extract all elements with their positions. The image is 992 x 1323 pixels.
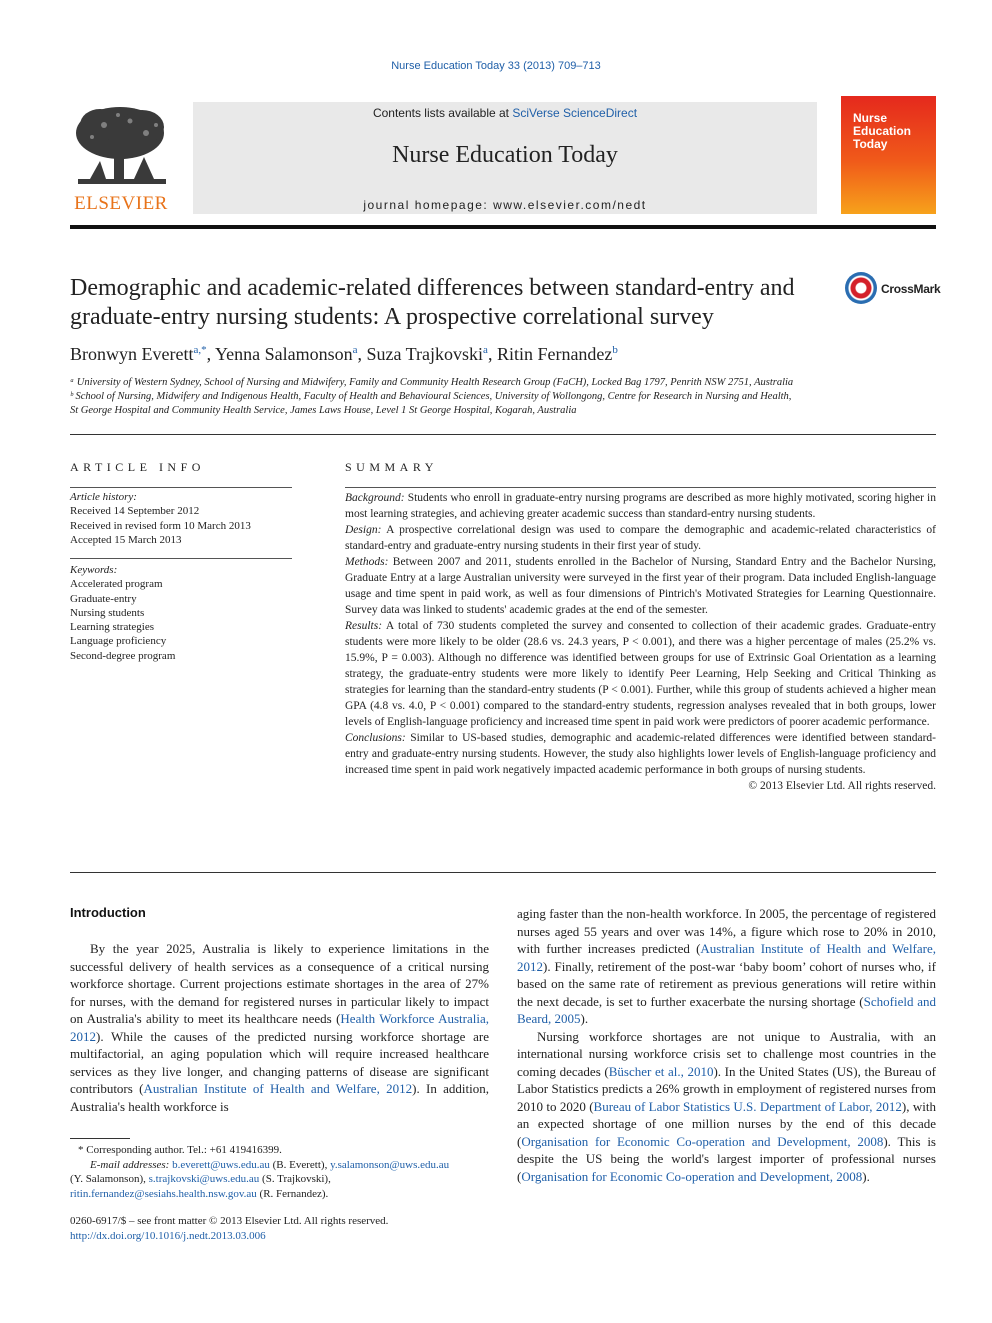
- author[interactable]: Bronwyn Everett: [70, 344, 194, 364]
- history-item: Accepted 15 March 2013: [70, 533, 182, 546]
- journal-banner: [193, 102, 817, 214]
- email-link[interactable]: b.everett@uws.edu.au: [172, 1158, 270, 1171]
- email-link[interactable]: s.trajkovski@uws.edu.au: [148, 1173, 260, 1185]
- journal-homepage[interactable]: journal homepage: www.elsevier.com/nedt: [363, 198, 647, 212]
- footnote-corresponding: * Corresponding author. Tel.: +61 419416399. E-mail addresses: b.everett@uws.edu.au (B. Everett), y.salamonson@uws.edu.au (Y. Salamonson), s.trajkovski@uws.edu.au (S. Trajkovski), ritin.fernandez@sesiahs.health.nsw.gov.au (R. Fernandez).: [70, 1144, 450, 1200]
- keyword: Language proficiency: [70, 635, 167, 648]
- author[interactable]: Suza Trajkovski: [366, 344, 484, 364]
- contents-line: Contents lists available at SciVerse ScienceDirect: [372, 106, 638, 120]
- author-affil-mark[interactable]: a: [483, 344, 488, 356]
- journal-citation[interactable]: Nurse Education Today 33 (2013) 709–713: [391, 60, 601, 72]
- elsevier-wordmark: ELSEVIER: [74, 193, 168, 214]
- article-history: [70, 490, 300, 547]
- citation-link[interactable]: Büscher et al., 2010: [608, 1063, 714, 1079]
- summary-heading: SUMMARY: [345, 460, 438, 474]
- history-item: Received in revised form 10 March 2013: [70, 519, 251, 532]
- keyword: Nursing students: [70, 606, 145, 619]
- author-affil-mark[interactable]: a: [352, 344, 358, 356]
- section-heading-introduction: Introduction: [70, 905, 146, 920]
- citation-link[interactable]: Organisation for Economic Co-operation and Development, 2008: [521, 1168, 863, 1184]
- copyright: © 2013 Elsevier Ltd. All rights reserved.: [748, 780, 936, 792]
- body-right-column: aging faster than the non-health workforce. In 2005, the percentage of registered nurses aged 55 years and over was 14%, a figure which rose to 20% in 2010, with further increases predicted (Australian Institute of Health and Welfare, 2012). Finally, retirement of the post-war ‘baby boom’ cohort of nurses who, if based on the same rate of retirement as previous generations will retire within the next decade, is set to further exacerbate the nursing shortage (Schofield and Beard, 2005). Nursing workforce shortages are not unique to Australia, with an international nursing workforce crisis set to challenge most countries in the coming decades (Büscher et al., 2010). In the United States (US), the Bureau of Labor Statistics predicts a 26% growth in employment of registered nurses from 2010 to 2020 (Bureau of Labor Statistics U.S. Department of Labor, 2012), with an expected shortage of one million nurses by the end of this decade (Organisation for Economic Co-operation and Development, 2008). This is despite the US being the world's largest importer of professional nurses (Organisation for Economic Co-operation and Development, 2008).: [517, 906, 937, 1184]
- affiliation-a: ᵃ University of Western Sydney, School of Nursing and Midwifery, Family and Community Health Research Group (FaCH), Locked Bag 1797, Penrith NSW 2751, Australia: [70, 377, 794, 388]
- email-link[interactable]: y.salamonson@uws.edu.au: [330, 1158, 450, 1171]
- divider: [70, 558, 292, 559]
- keyword: Graduate-entry: [70, 592, 137, 605]
- front-matter: 0260-6917/$ – see front matter © 2013 Elsevier Ltd. All rights reserved. http://dx.doi.org/10.1016/j.nedt.2013.03.006: [70, 1215, 389, 1242]
- keywords: [70, 563, 300, 663]
- elsevier-logo: [70, 103, 172, 215]
- author[interactable]: Yenna Salamonson: [214, 344, 353, 364]
- author[interactable]: Ritin Fernandez: [496, 344, 613, 364]
- crossmark-label: CrossMark: [881, 282, 941, 296]
- article-title: Demographic and academic-related differences between standard-entry and graduate-entry nursing students: A prospective correlational survey: [70, 275, 795, 330]
- summary-conclusions: Conclusions: Similar to US-based studies, demographic and academic-related differences were identified between standard-entry and graduate-entry nursing students. However, the study also highlights lower levels of English-language proficiency and increased time spent in paid work negatively impacted academic performance in both groups of nursing students.: [345, 732, 936, 776]
- footnote-rule: [70, 1138, 130, 1139]
- crossmark-badge[interactable]: [845, 272, 940, 308]
- email-link[interactable]: ritin.fernandez@sesiahs.health.nsw.gov.au: [70, 1187, 257, 1200]
- citation-link[interactable]: Australian Institute of Health and Welfare, 2012: [143, 1081, 413, 1096]
- author-list: Bronwyn Everett$^{a,*}$, Yenna Salamonson$^a$, Suza Trajkovski$^a$, Ritin Fernandez$^b$: [70, 344, 618, 364]
- citation-link[interactable]: Health Workforce Australia, 2012: [70, 1011, 489, 1044]
- divider: [70, 434, 936, 435]
- citation-link[interactable]: Organisation for Economic Co-operation and Development, 2008: [521, 1133, 884, 1149]
- summary-results: Results: A total of 730 students completed the survey and consented to collection of their academic grades. Graduate-entry students were more likely to be older (28.6 vs. 24.3 years, P < 0.001), and there was a higher percentage of males (25.2% vs. 15.9%, P = 0.003). Although no difference was identified between groups for use of Extrinsic Goal Orientation as a learning strategy, the graduate-entry students were more likely to identify Peer Learning, Help Seeking and Critical Thinking as strategies for learning than the standard-entry students (P < 0.001). Further, while this group of students achieved a higher mean GPA (4.8 vs. 4.0, P < 0.001) compared to the standard-entry students, regression analyses revealed that in both groups, lower levels of English-language proficiency and increased time spent in paid work were predictors of poorer academic performance.: [345, 620, 936, 728]
- body-left-column: By the year 2025, Australia is likely to experience limitations in the successful delivery of health services as a consequence of a critical nursing workforce shortage. Current projections estimate shortages in the area of 27% for nurses, with the demand for registered nurses in particular likely to impact on Australia's ability to meet its healthcare needs (Health Workforce Australia, 2012). While the causes of the predicted nursing workforce shortage are multifactorial, an aging population which will require increased healthcare services as they live longer, and changing patterns of disease are significant contributors (Australian Institute of Health and Welfare, 2012). In addition, Australia's health workforce is: [70, 941, 489, 1114]
- divider: [345, 487, 936, 488]
- article-info-heading: ARTICLE INFO: [70, 460, 205, 474]
- keyword: Learning strategies: [70, 621, 154, 634]
- journal-title: Nurse Education Today: [392, 142, 618, 168]
- cover-title: Nurse Education Today: [853, 111, 912, 151]
- author-affil-mark[interactable]: b: [612, 344, 618, 356]
- summary-background: Background: Students who enroll in graduate-entry nursing programs are described as more highly motivated, scoring higher in most learning strategies, and achieving greater academic success than standard-entry nursing students.: [345, 492, 936, 520]
- keyword: Accelerated program: [70, 578, 163, 591]
- tree-icon: [70, 103, 172, 191]
- affiliation-b: ᵇ School of Nursing, Midwifery and Indigenous Health, Faculty of Health and Behavioural Sciences, University of Wollongong, Centre for Research in Nursing and Health,: [70, 391, 792, 402]
- keywords-label: Keywords:: [70, 564, 118, 576]
- citation-link[interactable]: Schofield and Beard, 2005: [517, 993, 937, 1026]
- citation-link[interactable]: Bureau of Labor Statistics U.S. Department of Labor, 2012: [593, 1098, 902, 1114]
- summary-abstract: [345, 490, 936, 794]
- divider: [70, 487, 292, 488]
- journal-cover[interactable]: [841, 96, 936, 214]
- sciencedirect-link[interactable]: SciVerse ScienceDirect: [512, 106, 638, 120]
- history-label: Article history:: [70, 491, 137, 503]
- keyword: Second-degree program: [70, 649, 176, 662]
- doi-link[interactable]: http://dx.doi.org/10.1016/j.nedt.2013.03.006: [70, 1229, 266, 1242]
- header-rule: [70, 225, 936, 229]
- divider: [70, 872, 936, 873]
- history-item: Received 14 September 2012: [70, 505, 200, 518]
- affiliation-b-cont: St George Hospital and Community Health Service, James Laws House, Level 1 St George Hospital, Kogarah, Australia: [70, 405, 577, 416]
- summary-methods: Methods: Between 2007 and 2011, students enrolled in the Bachelor of Nursing, Standard Entry and the Bachelor Nursing, Graduate Entry at a large Australian university were surveyed in the first year of their program. Data included English-language usage and time spent in paid work, as well as four dimensions of Pintrich's Motivated Strategies for Learning Questionnaire. Survey data was linked to students' academic grades at the end of the semester.: [345, 556, 936, 616]
- citation-link[interactable]: Australian Institute of Health and Welfare, 2012: [517, 941, 937, 974]
- author-affil-mark[interactable]: a,*: [193, 344, 207, 356]
- summary-design: Design: A prospective correlational design was used to compare the demographic and academic-related characteristics of standard-entry and graduate-entry nursing students in their first year of study.: [345, 524, 936, 552]
- crossmark-icon: [845, 272, 877, 304]
